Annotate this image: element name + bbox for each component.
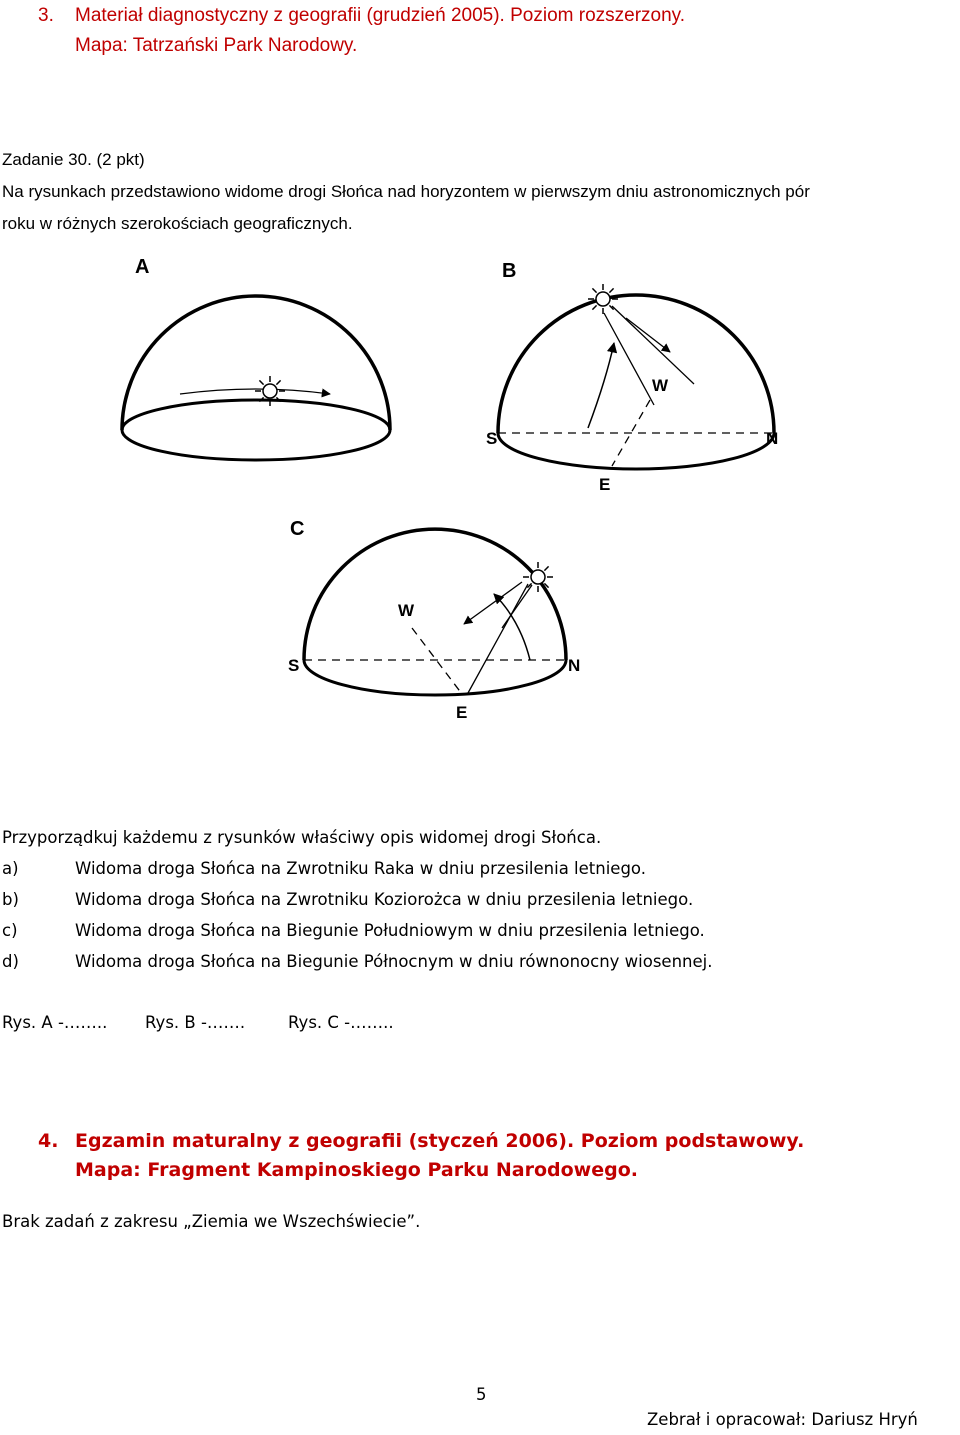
- section-3-title-line2: Mapa: Tatrzański Park Narodowy.: [75, 35, 358, 56]
- figure-c-s-label: S: [288, 656, 300, 675]
- figure-b-w-label: W: [652, 376, 669, 395]
- option-b: [0, 888, 900, 912]
- task-text-line2: roku w różnych szerokościach geograficznych.: [2, 214, 353, 233]
- section-3-number: 3.: [38, 5, 54, 26]
- section-4-number: 4.: [38, 1130, 59, 1152]
- figure-b-n-label: N: [766, 429, 779, 448]
- section-3-title-line1: Materiał diagnostyczny z geografii (grudzień 2005). Poziom rozszerzony.: [75, 5, 686, 26]
- option-d: [0, 950, 900, 974]
- figure-c-horizon-front: [304, 660, 566, 695]
- option-c-key: c): [2, 921, 18, 940]
- option-c: [0, 919, 900, 943]
- figure-a-horizon: [122, 400, 390, 460]
- task-text-line1: Na rysunkach przedstawiono widome drogi Słońca nad horyzontem w pierwszym dniu astronomicznych pór: [2, 182, 810, 201]
- option-d-text: Widoma droga Słońca na Biegunie Północnym w dniu równonocny wiosennej.: [75, 952, 713, 971]
- option-b-key: b): [2, 890, 19, 909]
- figure-c-ray-2: [502, 585, 532, 628]
- figure-a-sun-icon: [255, 376, 285, 406]
- section-3-heading: [0, 3, 960, 59]
- answer-b: Rys. B -…….: [145, 1013, 246, 1032]
- figure-c-sun-icon: [523, 562, 553, 592]
- figure-c: [288, 518, 580, 722]
- figure-b-label: B: [502, 260, 517, 282]
- figure-a-label: A: [135, 256, 150, 278]
- page-number: 5: [476, 1385, 487, 1404]
- task-title: Zadanie 30. (2 pkt): [2, 150, 145, 169]
- figure-b-dome: [498, 295, 774, 433]
- figure-b-sun-path: [588, 343, 614, 428]
- figure-c-we-axis: [412, 628, 462, 694]
- figure-c-ray-1: [468, 584, 528, 693]
- figure-b-s-label: S: [486, 429, 498, 448]
- no-tasks-note: Brak zadań z zakresu „Ziemia we Wszechświecie”.: [2, 1212, 421, 1231]
- figure-b-sun-arrow: [626, 318, 670, 352]
- sun-path-figures: [110, 245, 800, 725]
- figure-b-horizon-front: [498, 433, 774, 469]
- option-b-text: Widoma droga Słońca na Zwrotniku Koziorożca w dniu przesilenia letniego.: [75, 890, 694, 909]
- figure-c-n-label: N: [568, 656, 581, 675]
- answer-c: Rys. C -……..: [288, 1013, 394, 1032]
- figure-b-e-label: E: [599, 475, 611, 494]
- option-c-text: Widoma droga Słońca na Biegunie Południowym w dniu przesilenia letniego.: [75, 921, 705, 940]
- figure-c-sun-path: [494, 594, 530, 660]
- figure-c-dome: [304, 529, 566, 660]
- figure-b-sun-icon: [588, 284, 618, 314]
- option-a: [0, 857, 900, 881]
- figure-b-ray-2: [604, 313, 654, 405]
- section-4-title-line1: Egzamin maturalny z geografii (styczeń 2006). Poziom podstawowy.: [75, 1130, 805, 1152]
- instruction-text: Przyporządkuj każdemu z rysunków właściwy opis widomej drogi Słońca.: [2, 828, 602, 847]
- answer-a: Rys. A -……..: [2, 1013, 108, 1032]
- figure-a: [122, 256, 390, 460]
- figure-b: [486, 260, 778, 494]
- figure-c-label: C: [290, 518, 305, 540]
- option-d-key: d): [2, 952, 19, 971]
- option-a-text: Widoma droga Słońca na Zwrotniku Raka w dniu przesilenia letniego.: [75, 859, 646, 878]
- figure-c-w-label: W: [398, 601, 415, 620]
- option-a-key: a): [2, 859, 19, 878]
- section-4-title-line2: Mapa: Fragment Kampinoskiego Parku Narodowego.: [75, 1159, 638, 1181]
- figure-b-ray-1: [612, 306, 694, 384]
- footer-author: Zebrał i opracował: Dariusz Hryń: [647, 1410, 918, 1429]
- figure-c-e-label: E: [456, 703, 468, 722]
- section-4-heading: [0, 1127, 960, 1187]
